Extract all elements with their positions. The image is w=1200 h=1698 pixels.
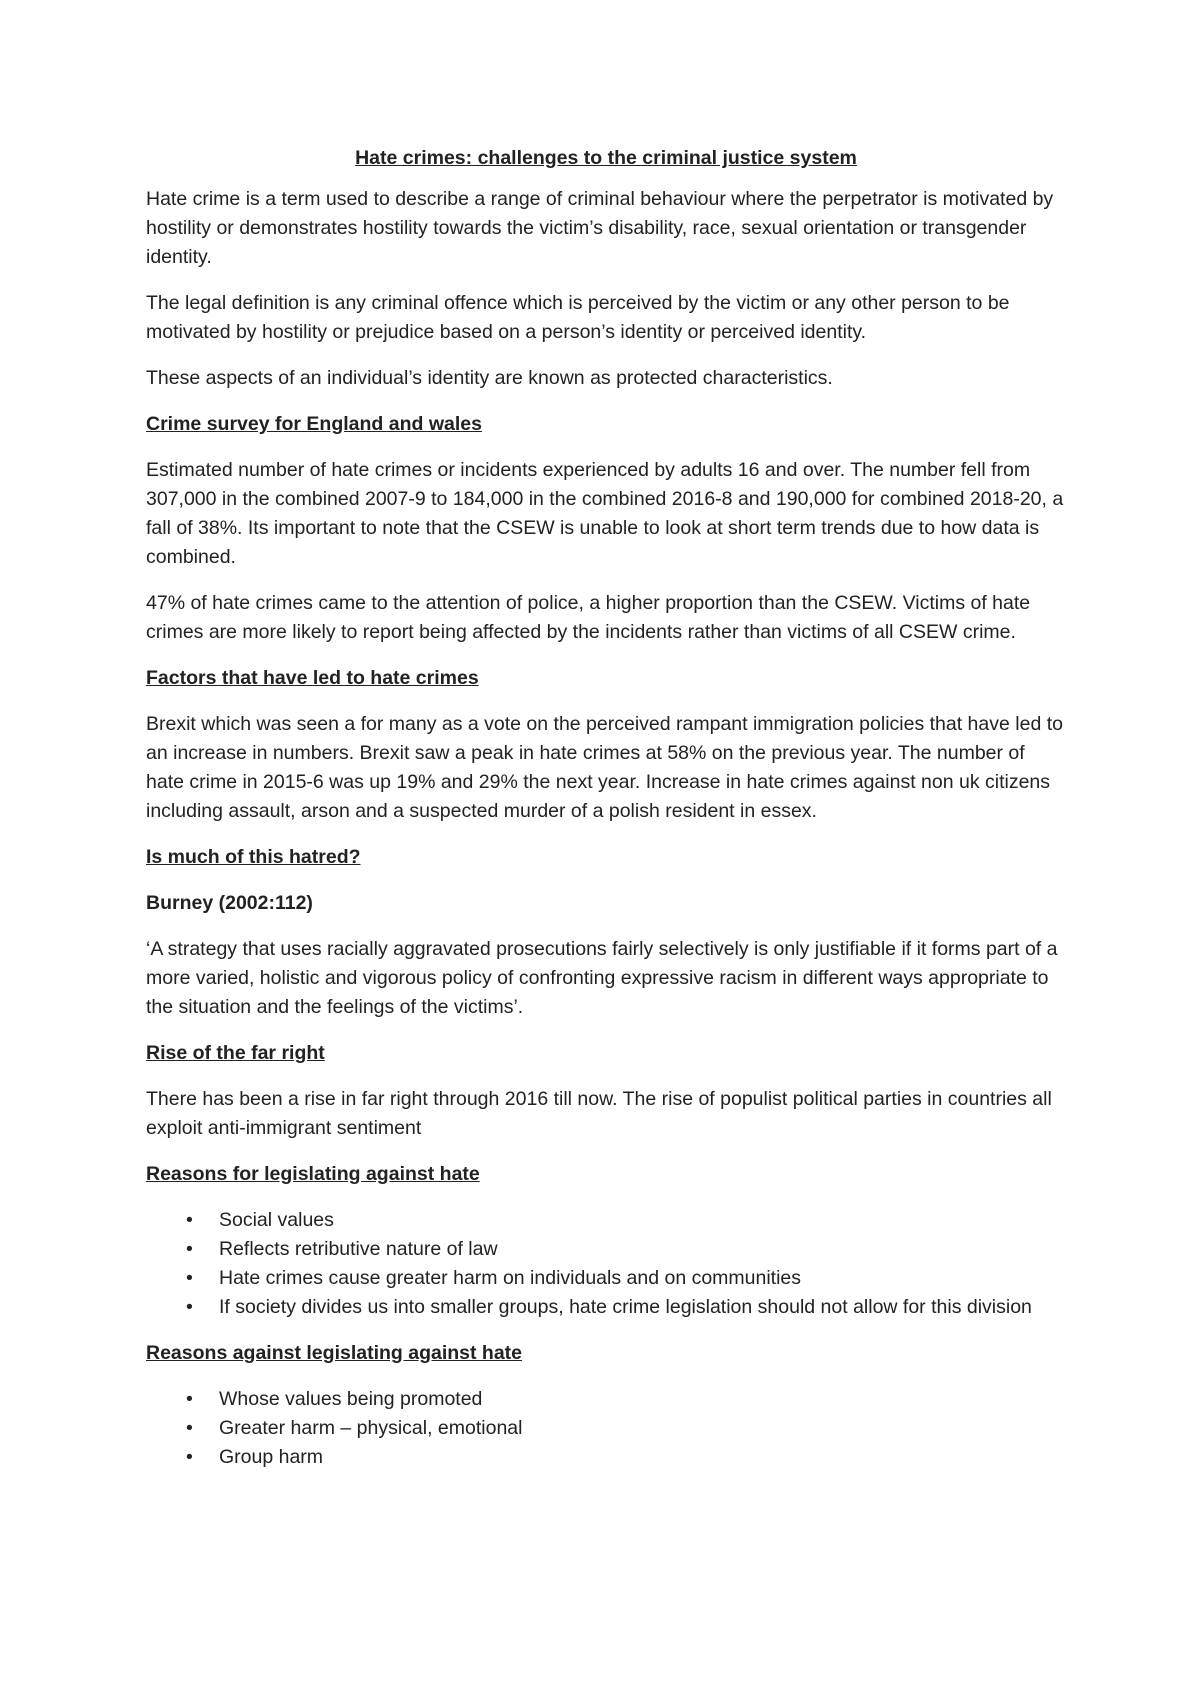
document-body: [146, 144, 1066, 1489]
intro-paragraph: These aspects of an individual’s identity are known as protected characteristics.: [146, 367, 833, 389]
section-heading-far-right: Rise of the far right: [146, 1042, 325, 1064]
csew-paragraph: 47% of hate crimes came to the attention of police, a higher proportion than the CSEW. Victims of hate crimes are more likely to report being affected by the incidents rather than victims of all CSEW crime.: [146, 592, 1031, 643]
factors-paragraph: Brexit which was seen a for many as a vote on the perceived rampant immigration policies that have led to an increase in numbers. Brexit saw a peak in hate crimes at 58% on the previous year. The number of hate crime in 2015-6 was up 19% and 29% the next year. Increase in hate crimes against non uk citizens including assault, arson and a suspected murder of a polish resident in essex.: [146, 713, 1063, 822]
document-title: Hate crimes: challenges to the criminal justice system: [355, 147, 857, 169]
far-right-paragraph: There has been a rise in far right through 2016 till now. The rise of populist political parties in countries all exploit anti-immigrant sentiment: [146, 1088, 1052, 1139]
quote-paragraph: ‘A strategy that uses racially aggravated prosecutions fairly selectively is only justifiable if it forms part of a more varied, holistic and vigorous policy of confronting expressive racism in different ways appropriate to the situation and the feelings of the victims’.: [146, 938, 1058, 1018]
list-item: • Reflects retributive nature of law: [146, 1235, 1066, 1264]
intro-paragraph: Hate crime is a term used to describe a range of criminal behaviour where the perpetrator is motivated by hostility or demonstrates hostility towards the victim’s disability, race, sexual orientation or transgender identity.: [146, 188, 1054, 268]
citation: Burney (2002:112): [146, 892, 313, 914]
reasons-against-list: [146, 1385, 1066, 1472]
list-item: • Social values: [146, 1206, 1066, 1235]
list-item: • Greater harm – physical, emotional: [146, 1414, 1066, 1443]
list-item: • Hate crimes cause greater harm on individuals and on communities: [146, 1264, 1066, 1293]
list-item: • Group harm: [146, 1443, 1066, 1472]
list-item: • Whose values being promoted: [146, 1385, 1066, 1414]
section-heading-hatred: Is much of this hatred?: [146, 846, 361, 868]
section-heading-factors: Factors that have led to hate crimes: [146, 667, 479, 689]
intro-paragraph: The legal definition is any criminal offence which is perceived by the victim or any other person to be motivated by hostility or prejudice based on a person’s identity or perceived identity.: [146, 292, 1010, 343]
reasons-for-list: [146, 1206, 1066, 1322]
section-heading-reasons-against: Reasons against legislating against hate: [146, 1342, 523, 1364]
section-heading-reasons-for: Reasons for legislating against hate: [146, 1163, 480, 1185]
csew-paragraph: Estimated number of hate crimes or incidents experienced by adults 16 and over. The number fell from 307,000 in the combined 2007-9 to 184,000 in the combined 2016-8 and 190,000 for combined 2018-20, a fall of 38%. Its important to note that the CSEW is unable to look at short term trends due to how data is combined.: [146, 459, 1064, 568]
list-item: • If society divides us into smaller groups, hate crime legislation should not allow for this division: [146, 1293, 1066, 1322]
section-heading-csew: Crime survey for England and wales: [146, 413, 482, 435]
